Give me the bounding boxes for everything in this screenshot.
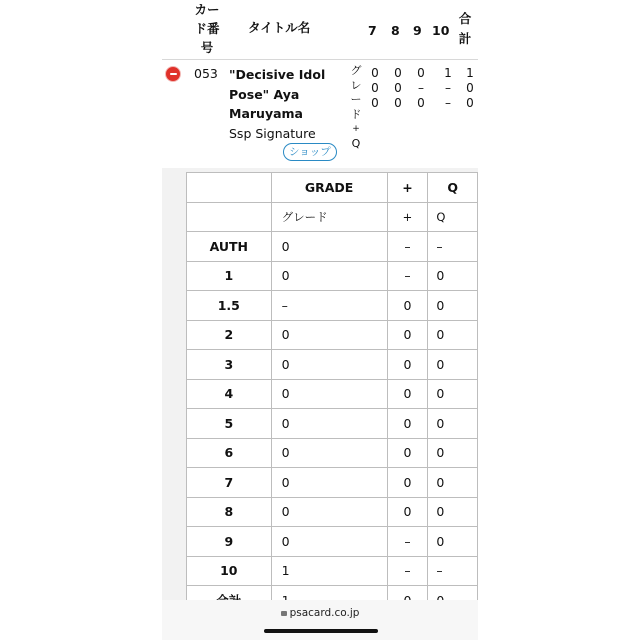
table-cell-plus: –: [387, 232, 428, 262]
table-header-q: Q: [428, 173, 478, 203]
table-cell-label: 2: [187, 320, 272, 350]
population-report-page: [162, 0, 478, 640]
table-row: [187, 527, 478, 557]
table-cell-label: AUTH: [187, 232, 272, 262]
table-cell-label: 3: [187, 350, 272, 380]
table-row: [187, 379, 478, 409]
card-number: 053: [194, 66, 218, 81]
header-grade-8: 8: [391, 23, 400, 38]
table-row: [187, 320, 478, 350]
table-cell-label: 5: [187, 409, 272, 439]
table-row: [187, 409, 478, 439]
table-row: [187, 468, 478, 498]
table-cell-q: 0: [428, 409, 478, 439]
table-subheader-row: [187, 202, 478, 232]
card-subtitle: Ssp Signature: [229, 126, 316, 141]
grade-breakdown-panel: [162, 168, 478, 600]
table-cell-q: 0: [428, 497, 478, 527]
table-cell-plus: 0: [387, 468, 428, 498]
table-cell-plus: +: [387, 202, 428, 232]
table-cell-q: 0: [428, 291, 478, 321]
table-cell-q: 0: [428, 438, 478, 468]
table-cell-plus: –: [387, 261, 428, 291]
table-cell-q: Q: [428, 202, 478, 232]
table-cell-q: 0: [428, 350, 478, 380]
table-cell-plus: –: [387, 556, 428, 586]
table-cell-grade: 1: [271, 556, 387, 586]
table-cell-label: 7: [187, 468, 272, 498]
address-bar[interactable]: [162, 607, 478, 619]
minus-icon: [170, 73, 177, 75]
table-cell-plus: 0: [387, 320, 428, 350]
table-cell-grade: 0: [271, 350, 387, 380]
browser-bottom-bar: [162, 600, 478, 640]
grade-9-counts: 0 – 0: [417, 66, 425, 110]
home-indicator[interactable]: [264, 629, 378, 633]
table-cell-grade: –: [271, 291, 387, 321]
grade-10-counts: 1 – –: [444, 66, 452, 110]
header-card-number: カー ド番 号: [194, 2, 220, 55]
table-cell-grade: 0: [271, 438, 387, 468]
table-body: [187, 202, 478, 615]
table-cell-grade: 0: [271, 261, 387, 291]
table-cell-label: [187, 202, 272, 232]
grade-row-labels: グ レ ー ド + Q: [350, 64, 362, 150]
total-counts: 1 0 0: [466, 66, 474, 110]
table-cell-plus: 0: [387, 350, 428, 380]
table-cell-q: 0: [428, 261, 478, 291]
grade-breakdown-table: [186, 172, 478, 616]
card-title[interactable]: "Decisive Idol Pose" Aya Maruyama: [229, 67, 326, 121]
table-cell-label: 1: [187, 261, 272, 291]
grade-7-counts: 0 0 0: [371, 66, 379, 110]
table-cell-q: –: [428, 556, 478, 586]
grade-8-counts: 0 0 0: [394, 66, 402, 110]
header-grade-9: 9: [413, 23, 422, 38]
table-cell-plus: 0: [387, 497, 428, 527]
lock-icon: [281, 611, 287, 616]
header-total: 合 計: [458, 11, 472, 46]
table-cell-grade: 0: [271, 527, 387, 557]
table-cell-plus: –: [387, 527, 428, 557]
table-cell-label: 4: [187, 379, 272, 409]
table-cell-plus: 0: [387, 291, 428, 321]
table-row: [187, 438, 478, 468]
table-cell-grade: グレード: [271, 202, 387, 232]
table-header-row: [187, 173, 478, 203]
table-cell-grade: 0: [271, 468, 387, 498]
table-cell-plus: 0: [387, 379, 428, 409]
table-cell-grade: 0: [271, 379, 387, 409]
table-cell-label: 6: [187, 438, 272, 468]
table-header-plus: +: [387, 173, 428, 203]
url-text: psacard.co.jp: [289, 607, 360, 619]
table-cell-label: 9: [187, 527, 272, 557]
table-row: [187, 261, 478, 291]
shop-button[interactable]: ショップ: [283, 143, 337, 161]
table-cell-grade: 0: [271, 409, 387, 439]
table-row: [187, 232, 478, 262]
table-cell-q: –: [428, 232, 478, 262]
table-cell-plus: 0: [387, 438, 428, 468]
table-header-label: [187, 173, 272, 203]
table-row: [187, 556, 478, 586]
table-cell-grade: 0: [271, 497, 387, 527]
table-cell-q: 0: [428, 527, 478, 557]
collapse-row-button[interactable]: [165, 66, 181, 82]
table-row: [187, 350, 478, 380]
header-grade-10: 10: [432, 23, 450, 38]
table-cell-plus: 0: [387, 409, 428, 439]
table-cell-label: 8: [187, 497, 272, 527]
table-cell-label: 10: [187, 556, 272, 586]
table-row: [187, 497, 478, 527]
table-cell-grade: 0: [271, 320, 387, 350]
table-cell-q: 0: [428, 320, 478, 350]
table-cell-grade: 0: [271, 232, 387, 262]
table-row: [187, 291, 478, 321]
table-cell-q: 0: [428, 379, 478, 409]
table-header-grade: GRADE: [271, 173, 387, 203]
header-title: タイトル名: [248, 20, 311, 35]
header-divider: [162, 59, 478, 60]
table-cell-q: 0: [428, 468, 478, 498]
table-cell-label: 1.5: [187, 291, 272, 321]
header-grade-7: 7: [368, 23, 377, 38]
